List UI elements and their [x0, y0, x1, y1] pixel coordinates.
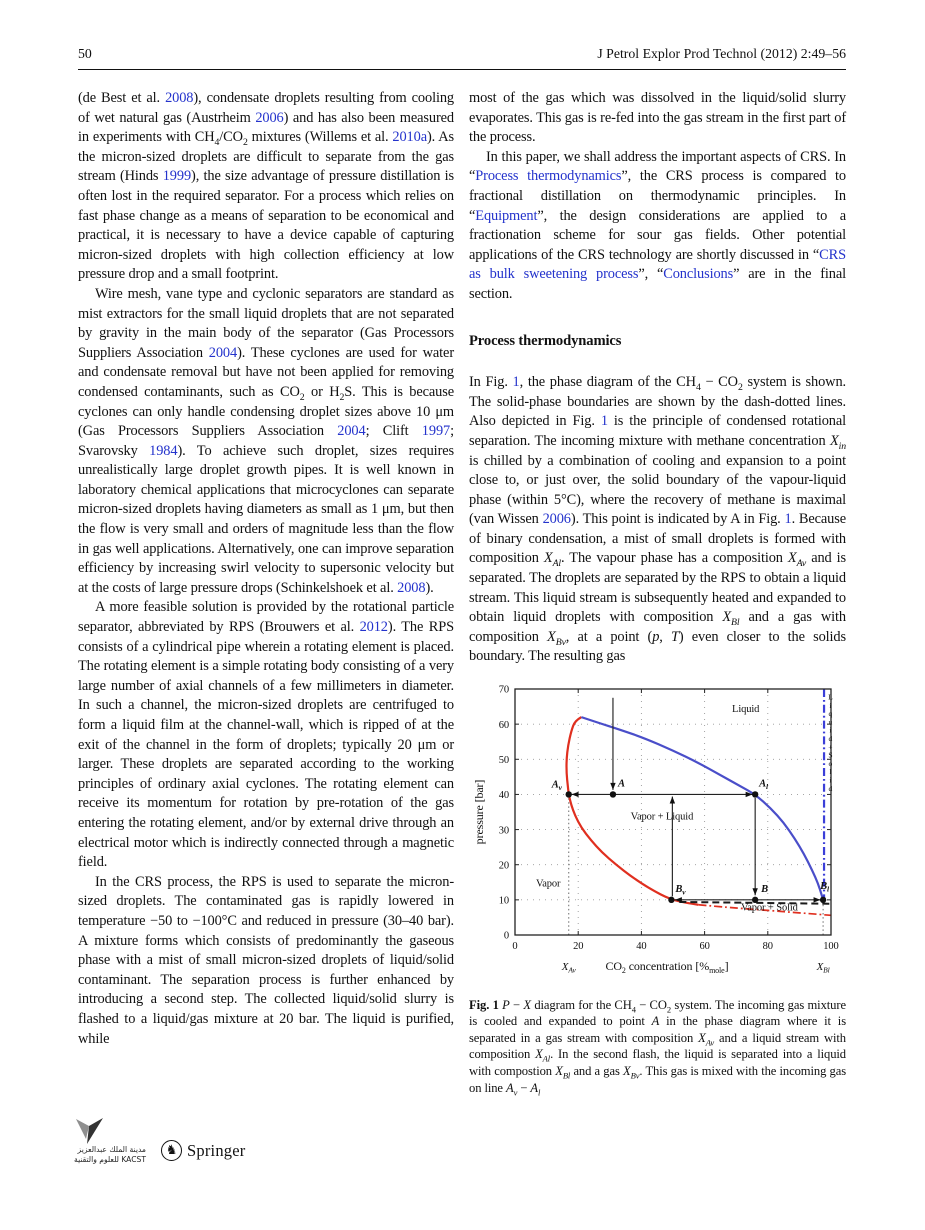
paragraph: (de Best et al. 2008), condensate droplets resulting from cooling of wet natural gas (Austrheim 2006) and has also been measured in experiments with $CH_4/CO_2$ mixtures (Willems et al. 2010a). As the micron-sized droplets are difficult to separate from the gas stream (Hinds 1999), the size advantage of pressure distillation is often lost in the required separator. For a process which relies on fast phase change as a means of separation to be economical and practical, it is necessary to have a device capable of capturing micron-sized droplets with high collection efficiency at low pressure drop and a small footprint. [78, 90, 454, 283]
citation-link[interactable]: 1 [784, 511, 792, 528]
citation-link[interactable]: 2008 [165, 90, 194, 106]
journal-reference: J Petrol Explor Prod Technol (2012) 2:49–56 [597, 46, 846, 61]
citation-link[interactable]: 1 [600, 413, 608, 430]
svg-text:40: 40 [636, 941, 647, 953]
citation-link[interactable]: 2012 [359, 619, 388, 636]
citation-link[interactable]: Equipment [475, 207, 538, 224]
svg-text:XAv: $X_{Av}$ [561, 961, 576, 975]
svg-text:50: 50 [498, 755, 509, 767]
citation-link[interactable]: Process thermodynamics [475, 168, 622, 185]
svg-text:CO2​ concentration [%mole​]: $CO_2$ concentration $[\%_{mole}]$ [605, 959, 729, 976]
paragraph: In this paper, we shall address the important aspects of CRS. In “Process thermodynamics”, the CRS process is compared to fractional distillation on thermodynamic principles. In “Equipment”, the design considerations are applied to a fractionation scheme for sour gas fields. Other potential applications of the CRS technology are shortly discussed in “CRS as bulk sweetening process”, “Conclusions” are in the final section. [469, 148, 847, 302]
citation-link[interactable]: 2004 [208, 344, 238, 361]
phase-diagram-chart [471, 677, 846, 988]
svg-text:20: 20 [498, 860, 509, 872]
phase-diagram-svg [471, 677, 853, 981]
liquid-boundary [581, 717, 823, 900]
svg-text:i: i [829, 700, 832, 710]
svg-text:0: 0 [512, 941, 518, 953]
header-rule [78, 69, 846, 70]
svg-text:i: i [829, 725, 832, 735]
paragraph: A more feasible solution is provided by the rotational particle separator, abbreviated by RPS (Brouwers et al. 2012). The RPS consists of a cylindrical pipe wherein a rotating element is placed. The rotating element is a simple rotating body consisting of a very large number of axial channels of a few millimeters in diameter. In such a channel, the micron-sized droplets are centrifuged to form a liquid film at the channel-wall, which is ripped of at the exit of the channel in the form of droplets; typically 20 μm or larger. These droplets are separated according to the working principles of ordinary axial cyclones. The rotating element can receive its momentum for rotation by pre-rotation of the gas entering the rotating element, and/or by external drive through an electrical motor which is indirectly connected through a magnetic field. [78, 599, 455, 871]
svg-text:pressure [bar]: pressure [bar] [472, 779, 486, 845]
svg-text:A: A [617, 778, 625, 790]
paragraph: most of the gas which was dissolved in the liquid/solid slurry evaporates. This gas is re-fed into the gas stream in the first part of the process. [469, 90, 846, 146]
citation-link[interactable]: 1999 [162, 168, 192, 185]
svg-text:0: 0 [503, 930, 509, 942]
svg-text:30: 30 [498, 825, 509, 837]
kacst-logo [74, 1118, 146, 1164]
page-header [78, 46, 846, 62]
svg-text:u: u [828, 717, 833, 727]
svg-text:Vapor + Solid: Vapor + Solid [740, 902, 798, 914]
citation-link[interactable]: 1 [512, 374, 520, 391]
svg-text:q: q [828, 709, 833, 719]
svg-text:L: L [828, 692, 833, 702]
svg-text:20: 20 [573, 941, 584, 953]
kacst-arabic-line1: مدينة الملك عبدالعزيز [77, 1145, 147, 1154]
page-footer [74, 1118, 245, 1164]
citation-link[interactable]: 2004 [337, 423, 366, 440]
citation-link[interactable]: 1997 [421, 423, 451, 440]
kacst-mark-icon [76, 1118, 106, 1144]
right-column [469, 89, 846, 1096]
svg-text:S: S [828, 750, 833, 760]
svg-text:Av: $A_v$ [551, 779, 562, 792]
svg-text:Bl: $B_l$ [820, 880, 829, 894]
citation-link[interactable]: 2008 [397, 579, 426, 596]
svg-text:40: 40 [498, 790, 509, 802]
svg-text:B: B [761, 883, 769, 895]
paragraph: Wire mesh, vane type and cyclonic separators are standard as mist extractors for the small liquid droplets that are not separated by gravity in the main body of the separator (Gas Processors Suppliers Association 2004). These cyclones are used for water and condensate removal but have not been applied for removing condensed contaminants, such as $CO_2$ or $H_2S$. This is because cyclones can only handle condensing droplet sizes above 10 μm (Gas Processors Suppliers Association 2004; Clift 1997; Svarovsky 1984). To achieve such droplet, sizes requires unrealistically large droplet growth pipes. It is well known in laboratory chemical applications that microcyclones can separate micron-sized droplets having diameters as small as 1 μm, but then the flow is very small and orders of magnitude less than the flow in gas well applications. Alternatively, one can improve separation efficiency by increasing swirl velocity to supersonic velocity but at the costs of large pressure drops (Schinkelshoek et al. 2008). [78, 285, 454, 596]
svg-text:70: 70 [498, 684, 509, 696]
page-number: 50 [78, 46, 92, 61]
svg-text:60: 60 [699, 941, 710, 953]
citation-link[interactable]: 1984 [149, 442, 178, 459]
svg-text:Liquid: Liquid [732, 703, 760, 715]
svg-text:10: 10 [498, 895, 509, 907]
right-column-text [469, 89, 846, 667]
springer-wordmark: Springer [187, 1140, 246, 1160]
svg-text:d: d [828, 734, 833, 744]
springer-logo [161, 1140, 245, 1164]
paragraph: In the CRS process, the RPS is used to separate the micron-sized droplets. The contaminated gas is rapidly lowered in temperature −50 to −100°C and reduced in pressure (30–40 bar). A mixture forms which consists of predominantly the gaseous phase with a mist of small micron-sized droplets of liquid/solid contaminant. The separation process is further enhanced by introducing a second step. The collected liquid/solid slurry is flashed to a liquid/gas mixture at 20 bar. The liquid is purified, while [78, 873, 454, 1047]
paragraph: In Fig. 1, the phase diagram of the $CH_4 - CO_2$ system is shown. The solid-phase boundaries are shown by the dash-dotted lines. Also depicted in Fig. 1 is the principle of condensed rotational separation. The incoming mixture with methane concentration $X_{in}$ is chilled by a combination of cooling and expansion to a point close to, or just over, the solid boundary of the vapour-liquid phase (within 5°C), where the recovery of methane is maximal (van Wissen 2006). This point is indicated by A in Fig. 1. Because of binary condensation, a mist of small droplets is formed with composition $X_{Al}$. The vapour phase has a composition $X_{Av}$ and is separated. The droplets are separated by the RPS to obtain a liquid stream. This liquid stream is subsequently heated and expanded to obtain liquid droplets with composition $X_{Bl}$ and a gas with composition $X_{Bv}$, at a point (p, T) even closer to the solids boundary. The resulting gas [469, 374, 847, 665]
springer-horse-icon: ♞ [161, 1140, 182, 1161]
citation-link[interactable]: 2006 [255, 109, 284, 126]
figure-1 [469, 677, 846, 1096]
citation-link[interactable]: CRS as bulk sweetening process [469, 246, 846, 283]
citation-link[interactable]: Conclusions [663, 266, 734, 283]
svg-text:Bv: $B_v$ [675, 883, 686, 897]
svg-text:100: 100 [823, 941, 839, 953]
citation-link[interactable]: 2006 [542, 511, 571, 528]
svg-text:+: + [828, 742, 833, 752]
svg-text:Al: $A_l$ [759, 778, 769, 791]
svg-text:i: i [829, 775, 832, 785]
left-column [78, 89, 454, 1096]
section-heading: Process thermodynamics [469, 332, 622, 349]
figure-caption: Fig. 1 P − X diagram for the $CH_4 - CO_2$ system. The incoming gas mixture is cooled and expanded to point A in the phase diagram where it is separated in a gas stream with composition $X_{Av}$ and a liquid stream with composition $X_{Al}$. In the second flash, the liquid is separated into a liquid with compostion $X_{Bl}$ and a gas $X_{Bv}$. This gas is mixed with the incoming gas on line $A_v - A_l$ [469, 997, 847, 1098]
svg-text:d: d [828, 783, 833, 793]
svg-text:o: o [828, 758, 833, 768]
svg-text:60: 60 [498, 719, 509, 731]
svg-text:Vapor: Vapor [535, 878, 561, 890]
kacst-arabic-line2: للعلوم والتقنية KACST [74, 1154, 147, 1164]
svg-text:l: l [829, 767, 832, 777]
svg-text:Vapor + Liquid: Vapor + Liquid [630, 811, 694, 823]
svg-text:80: 80 [762, 941, 773, 953]
article-body [78, 89, 846, 1096]
citation-link[interactable]: 2010a [392, 129, 427, 146]
svg-text:XBl: $X_{Bl}$ [816, 961, 830, 975]
